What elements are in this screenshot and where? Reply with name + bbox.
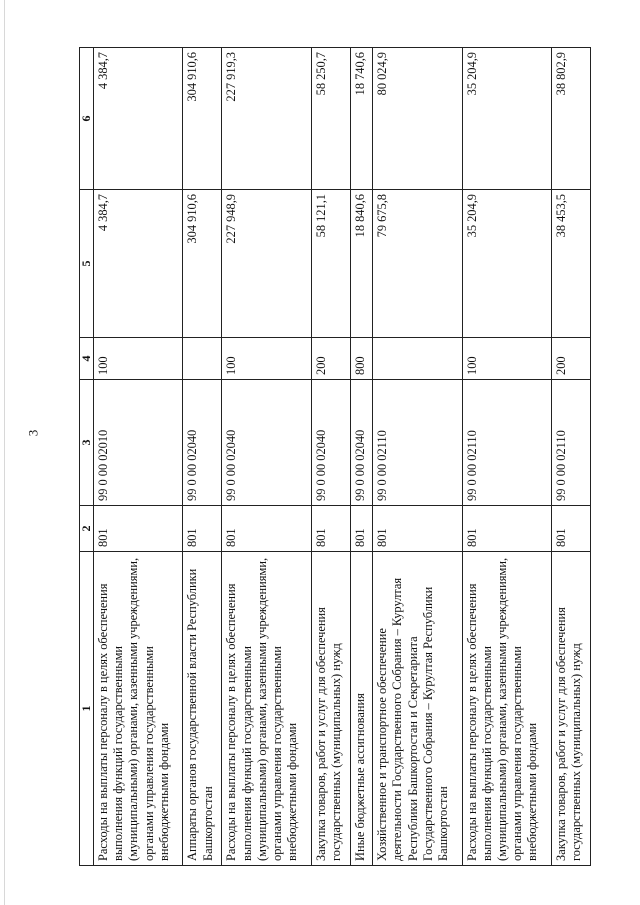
row-sum6: 38 802,9 bbox=[551, 48, 590, 190]
header-row bbox=[80, 48, 94, 866]
row-name: Расходы на выплаты персоналу в целях обеспечения выполнения функций государственными (муниципальными) органами, казенными учреждениями, органами управления государственными внебюджетными фондами bbox=[462, 552, 551, 866]
row-vr bbox=[373, 338, 462, 380]
row-vr: 100 bbox=[462, 338, 551, 380]
row-vr: 200 bbox=[551, 338, 590, 380]
row-csr: 99 0 00 02010 bbox=[94, 380, 183, 506]
row-csr: 99 0 00 02040 bbox=[222, 380, 311, 506]
row-sum6: 58 250,7 bbox=[311, 48, 350, 190]
row-sum5: 79 675,8 bbox=[373, 190, 462, 338]
row-name: Расходы на выплаты персоналу в целях обеспечения выполнения функций государственными (муниципальными) органами, казенными учреждениями, органами управления государственными внебюджетными фондами bbox=[222, 552, 311, 866]
row-csr: 99 0 00 02110 bbox=[551, 380, 590, 506]
header-cell: 6 bbox=[80, 48, 94, 190]
row-csr: 99 0 00 02040 bbox=[311, 380, 350, 506]
header-cell: 4 bbox=[80, 338, 94, 380]
table-row bbox=[222, 48, 311, 866]
row-sum6: 18 740,6 bbox=[350, 48, 372, 190]
row-sum5: 35 204,9 bbox=[462, 190, 551, 338]
row-sum5: 38 453,5 bbox=[551, 190, 590, 338]
page-edge-line bbox=[4, 0, 5, 905]
row-name: Аппараты органов государственной власти Республики Башкортостан bbox=[183, 552, 222, 866]
rotated-table-container bbox=[79, 48, 591, 866]
row-vr: 800 bbox=[350, 338, 372, 380]
row-name: Закупка товаров, работ и услуг для обеспечения государственных (муниципальных) нужд bbox=[311, 552, 350, 866]
table-row bbox=[551, 48, 590, 866]
row-vr bbox=[183, 338, 222, 380]
table-row bbox=[462, 48, 551, 866]
row-csr: 99 0 00 02040 bbox=[183, 380, 222, 506]
row-ved: 801 bbox=[373, 506, 462, 552]
row-csr: 99 0 00 02040 bbox=[350, 380, 372, 506]
row-vr: 200 bbox=[311, 338, 350, 380]
row-name: Закупка товаров, работ и услуг для обеспечения государственных (муниципальных) нужд bbox=[551, 552, 590, 866]
table-row bbox=[94, 48, 183, 866]
row-sum6: 35 204,9 bbox=[462, 48, 551, 190]
row-ved: 801 bbox=[222, 506, 311, 552]
table-row bbox=[350, 48, 372, 866]
row-csr: 99 0 00 02110 bbox=[462, 380, 551, 506]
row-sum5: 4 384,7 bbox=[94, 190, 183, 338]
row-ved: 801 bbox=[311, 506, 350, 552]
row-ved: 801 bbox=[551, 506, 590, 552]
row-name: Расходы на выплаты персоналу в целях обеспечения выполнения функций государственными (муниципальными) органами, казенными учреждениями, органами управления государственными внебюджетными фондами bbox=[94, 552, 183, 866]
budget-table bbox=[79, 47, 591, 866]
row-sum6: 80 024,9 bbox=[373, 48, 462, 190]
row-ved: 801 bbox=[462, 506, 551, 552]
row-ved: 801 bbox=[350, 506, 372, 552]
row-sum5: 58 121,1 bbox=[311, 190, 350, 338]
row-sum5: 18 840,6 bbox=[350, 190, 372, 338]
page-number: 3 bbox=[25, 429, 41, 437]
row-sum5: 227 948,9 bbox=[222, 190, 311, 338]
row-sum5: 304 910,6 bbox=[183, 190, 222, 338]
table-row bbox=[183, 48, 222, 866]
row-ved: 801 bbox=[183, 506, 222, 552]
header-cell: 1 bbox=[80, 552, 94, 866]
table-row bbox=[311, 48, 350, 866]
row-sum6: 4 384,7 bbox=[94, 48, 183, 190]
row-name: Иные бюджетные ассигнования bbox=[350, 552, 372, 866]
header-cell: 3 bbox=[80, 380, 94, 506]
row-vr: 100 bbox=[222, 338, 311, 380]
header-cell: 5 bbox=[80, 190, 94, 338]
row-ved: 801 bbox=[94, 506, 183, 552]
row-name: Хозяйственное и транспортное обеспечение деятельности Государственного Собрания – Курултая Республики Башкортостан и Секретариата Государственного Собрания – Курултая Республики Башкортостан bbox=[373, 552, 462, 866]
row-sum6: 304 910,6 bbox=[183, 48, 222, 190]
row-csr: 99 0 00 02110 bbox=[373, 380, 462, 506]
table-row bbox=[373, 48, 462, 866]
header-cell: 2 bbox=[80, 506, 94, 552]
row-sum6: 227 919,3 bbox=[222, 48, 311, 190]
row-vr: 100 bbox=[94, 338, 183, 380]
